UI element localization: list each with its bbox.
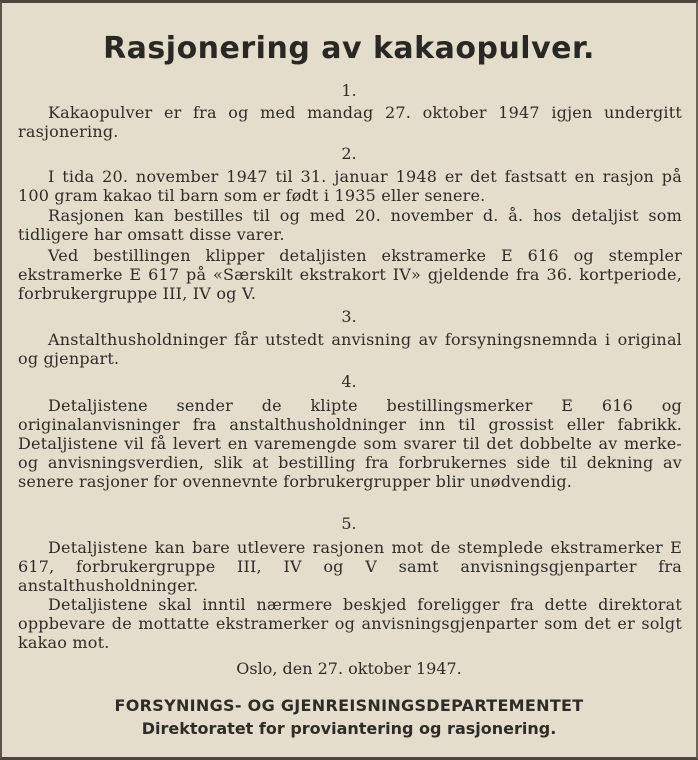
section-5-paragraph-1: Detaljistene kan bare utlevere rasjonen mot de stemplede ekstramerker E 617, forbrukergruppe III, IV og V samt anvisningsgjenparter fra anstalthusholdninger. bbox=[18, 538, 682, 595]
place-date: Oslo, den 27. oktober 1947. bbox=[236, 659, 462, 678]
department-name: FORSYNINGS- OG GJENREISNINGSDEPARTEMENTET bbox=[114, 696, 584, 715]
section-1-paragraph-1: Kakaopulver er fra og med mandag 27. oktober 1947 igjen undergitt rasjonering. bbox=[18, 103, 682, 141]
section-5-paragraph-2: Detaljistene skal inntil nærmere beskjed foreligger fra dette direktorat oppbevare de mottatte ekstramerker og anvisningsgjenparter som det er solgt kakao mot. bbox=[18, 595, 682, 652]
section-2-paragraph-1: I tida 20. november 1947 til 31. januar 1948 er det fastsatt en rasjon på 100 gram kakao til barn som er født i 1935 eller senere. bbox=[18, 167, 682, 205]
section-2-paragraph-2: Rasjonen kan bestilles til og med 20. november d. å. hos detaljist som tidligere har omsatt disse varer. bbox=[18, 206, 682, 244]
section-number-5: 5. bbox=[341, 514, 357, 533]
section-4-paragraph-1: Detaljistene sender de klipte bestillingsmerker E 616 og originalanvisninger fra anstalthusholdninger inn til grossist eller fabrikk. Detaljistene vil få levert en varemengde som svarer til det dobbelte av merke- og anvisningsverdien, slik at bestilling fra forbrukernes side til dekning av senere rasjoner for ovennevnte forbrukergrupper blir unødvendig. bbox=[18, 396, 682, 491]
section-number-3: 3. bbox=[341, 307, 357, 326]
section-number-1: 1. bbox=[341, 81, 357, 100]
section-number-4: 4. bbox=[341, 372, 357, 391]
section-number-2: 2. bbox=[341, 144, 357, 163]
directorate-name: Direktoratet for proviantering og rasjonering. bbox=[141, 719, 557, 738]
notice-title: Rasjonering av kakaopulver. bbox=[103, 31, 595, 66]
section-2-paragraph-3: Ved bestillingen klipper detaljisten ekstramerke E 616 og stempler ekstramerke E 617 på «Særskilt ekstrakort IV» gjeldende fra 36. kortperiode, forbrukergruppe III, IV og V. bbox=[18, 246, 682, 303]
section-3-paragraph-1: Anstalthusholdninger får utstedt anvisning av forsyningsnemnda i original og gjenpart. bbox=[18, 330, 682, 368]
